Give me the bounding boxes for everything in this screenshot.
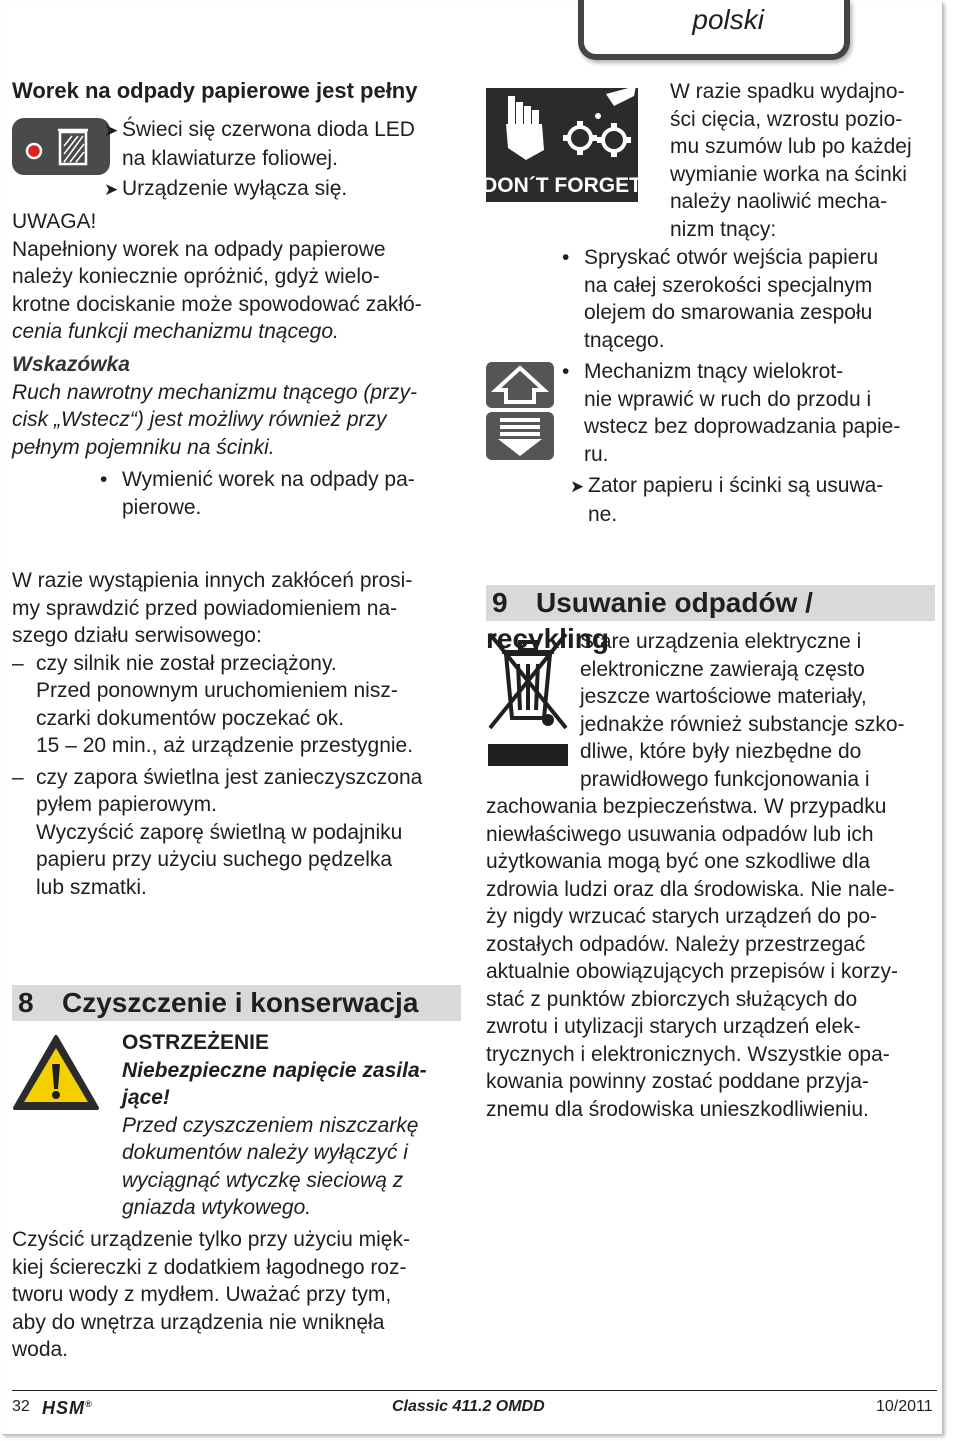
warning-triangle-icon: [12, 1034, 100, 1112]
language-label: polski: [692, 4, 764, 35]
bullet-icon: •: [562, 360, 570, 383]
service-block: W razie wystąpienia innych zakłóceń prosi- my sprawdzić przed powiadomieniem na- szego działu serwisowego: – czy silnik nie został przeciążony. Przed ponownym uruchomieniem nisz- czarki dokumentów poczekać ok. 15 – 20 min., aż urządzenie przestygnie. – czy zapora świetlna jest zanieczyszczona pyłem papierowym. Wyczyścić zaporę świetlną w podajniku papieru przy użyciu suchego pędzelka lub szmatki.: [12, 569, 423, 899]
replace-bag-step: • Wymienić worek na odpady pa- pierowe.: [100, 468, 415, 519]
warning-label: UWAGA!: [12, 210, 97, 233]
section-8-heading: 8 Czyszczenie i konserwacja: [12, 985, 461, 1021]
disposal-body: zachowania bezpieczeństwa. W przypadku niewłaściwego usuwania odpadów lub ich użytkowania mogą być one szkodliwe dla zdrowia ludzi oraz dla środowiska. Nie nale- ży nigdy wrzucać starych urządzeń do po- zostałych odpadów. Należy przestrzegać aktualnie obowiązujących przepisów i korzy- stać z punktów zbiorczych służących do zwrotu i utylizacji starych urządzeń elek- trycznych i elektronicznych. Wszystkie opa- kowania powinny zostać poddane przyja- znemu dla środowiska unieszkodliwieniu.: [486, 795, 899, 1121]
cleaning-body: Czyścić urządzenie tylko przy użyciu mięk- kiej ściereczki z dodatkiem łagodnego roz- tworu wody z mydłem. Uważać przy tym, aby do wnętrza urządzenia nie wniknęła woda.: [12, 1228, 410, 1361]
brand-logo: HSM®: [42, 1398, 93, 1418]
dont-forget-icon: [486, 88, 638, 202]
language-tab: [578, 0, 850, 60]
disposal-wrapped: Stare urządzenia elektryczne i elektroniczne zawierają często jeszcze wartościowe materiały, jednakże również substancje szko- dliwe, które były niezbędne do prawidłowego funkcjonowania i: [580, 630, 905, 791]
weee-bin-icon: [486, 630, 570, 768]
warning-block: UWAGA! Napełniony worek na odpady papierowe należy koniecznie opróżnić, gdyż wielo- krotne dociskanie może spowodować zakłó- cenia funkcji mechanizmu tnącego.: [12, 208, 472, 346]
led-keypad-icon: [12, 118, 110, 175]
arrow-right-icon: ➤: [104, 121, 119, 140]
oil-intro: W razie spadku wydajno- ści cięcia, wzrostu pozio- mu szumów lub po każdej wymianie worka na ścinki należy naoliwić mecha- nizm tnący:: [670, 80, 912, 241]
footer-divider: [12, 1390, 937, 1391]
section-9-heading: 9 Usuwanie odpadów / recykling: [486, 585, 935, 621]
cleaning-warning: OSTRZEŻENIE Niebezpieczne napięcie zasila- jące! Przed czyszczeniem niszczarkę dokumentów należy wyłączyć i wyciągnąć wtyczkę sieciową z gniazda wtykowego.: [122, 1029, 462, 1222]
arrow-right-icon: ➤: [104, 180, 119, 199]
full-bag-title: Worek na odpady papierowe jest pełny: [12, 78, 418, 103]
model-name: Classic 411.2 OMDD: [392, 1398, 545, 1415]
bullet-icon: •: [100, 468, 108, 491]
warning-heading: OSTRZEŻENIE: [122, 1031, 270, 1054]
edition-date: 10/2011: [876, 1398, 933, 1415]
hint-label: Wskazówka: [12, 353, 130, 376]
oil-steps: • Spryskać otwór wejścia papieru na całej szerokości specjalnym olejem do smarowania zespołu tnącego. • Mechanizm tnący wielokrot- nie wprawić w ruch do przodu i wstecz bez doprowadzania papie- ru. ➤ Zator papieru i ścinki są usuwa- ne.: [562, 246, 901, 526]
hint-block: Wskazówka Ruch nawrotny mechanizmu tnącego (przy- cisk „Wstecz“) jest możliwy również przy pełnym pojemniku na ścinki.: [12, 351, 472, 461]
arrow-right-icon: ➤: [570, 477, 585, 496]
led-info: ➤ Świeci się czerwona dioda LED na klawiaturze foliowej. ➤ Urządzenie wyłącza się.: [104, 116, 464, 204]
bullet-icon: •: [562, 246, 570, 269]
dont-forget-label: DON´T FORGET: [486, 174, 638, 197]
forward-reverse-icon: [486, 362, 554, 460]
page-number: 32: [12, 1398, 30, 1415]
